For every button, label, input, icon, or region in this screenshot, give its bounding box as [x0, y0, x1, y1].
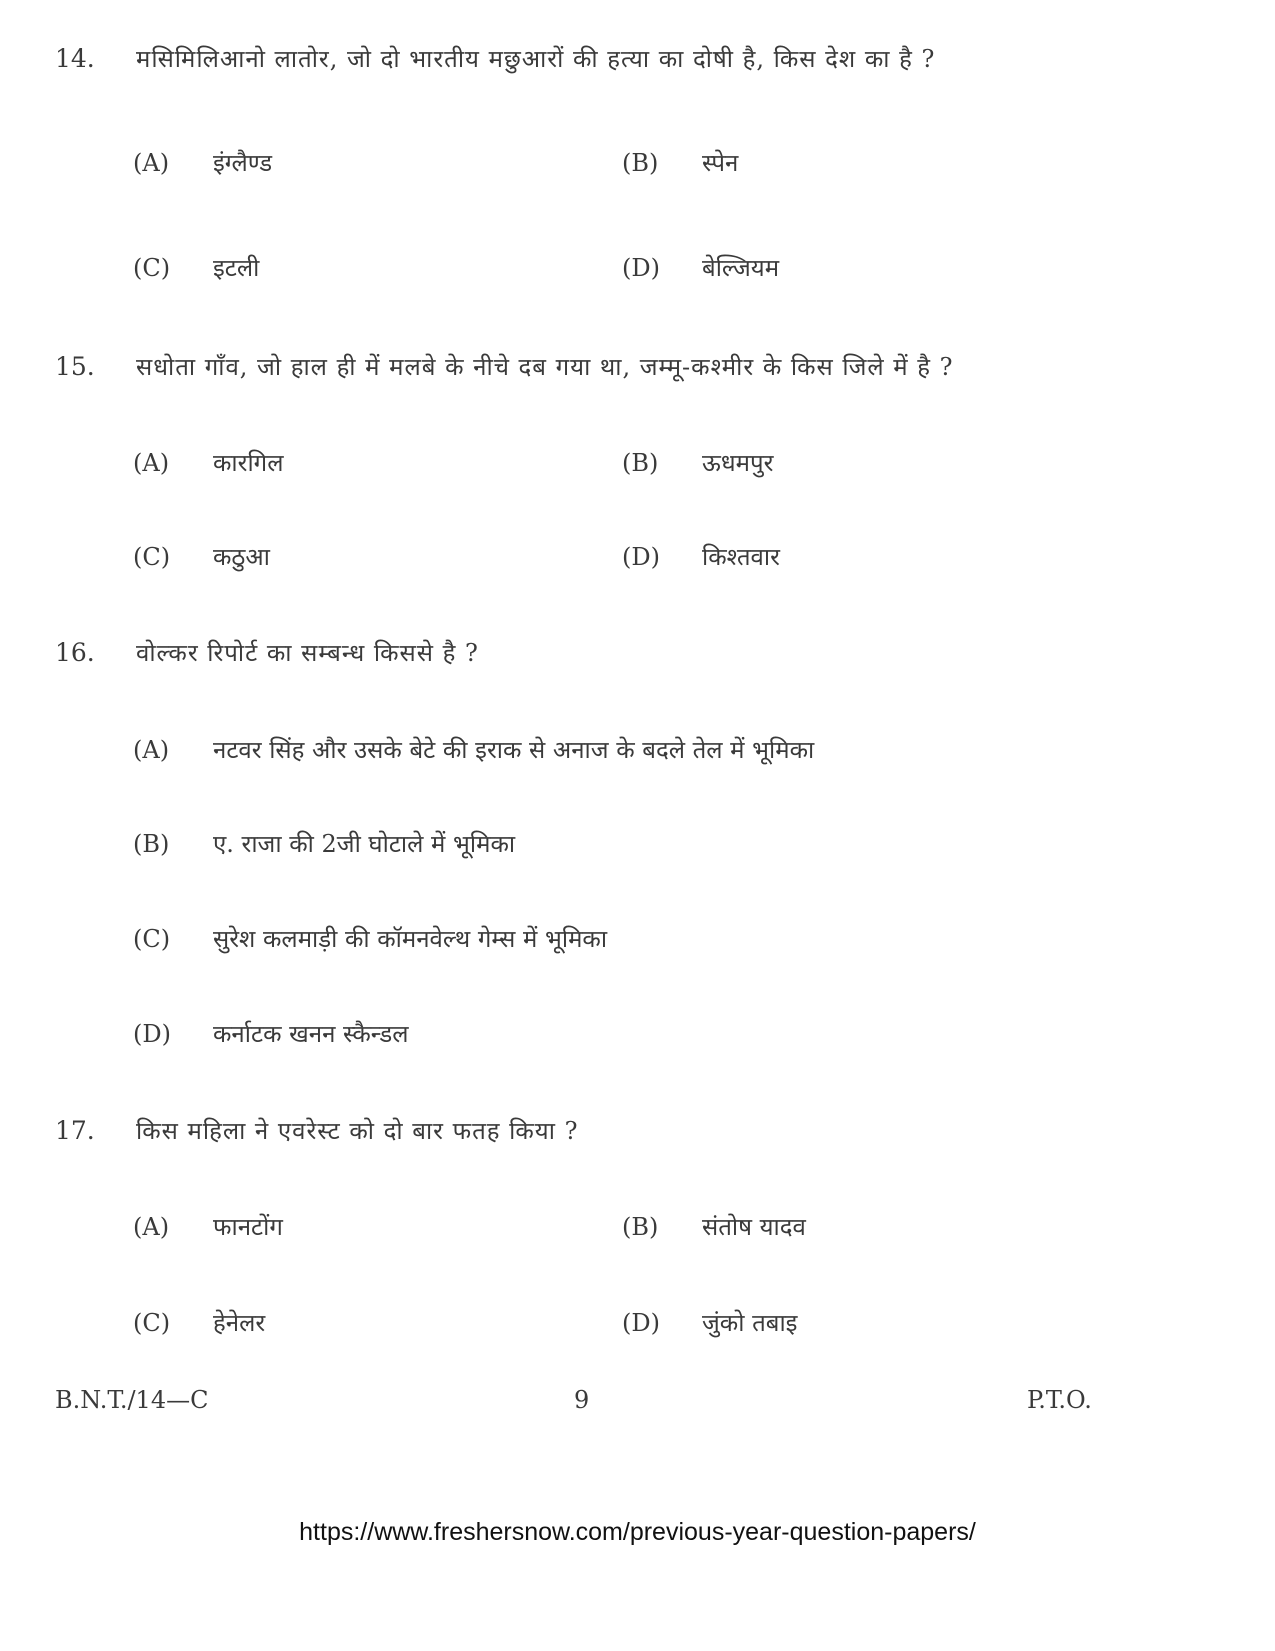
- option-c: (C) इटली: [133, 254, 260, 282]
- paper-code: B.N.T./14—C: [55, 1386, 209, 1414]
- option-b: (B) ऊधमपुर: [622, 449, 774, 477]
- option-b: (B) स्पेन: [622, 149, 739, 177]
- question-number: 14.: [55, 44, 95, 73]
- question-text: वोल्कर रिपोर्ट का सम्बन्ध किससे है ?: [136, 639, 479, 667]
- option-a: (A) कारगिल: [133, 449, 284, 477]
- option-c: (C) सुरेश कलमाड़ी की कॉमनवेल्थ गेम्स में भूमिका: [133, 925, 608, 953]
- option-c: (C) हेनेलर: [133, 1309, 266, 1337]
- question-text: सधोता गाँव, जो हाल ही में मलबे के नीचे दब गया था, जम्मू-कश्मीर के किस जिले में है ?: [136, 353, 954, 381]
- option-b: (B) संतोष यादव: [622, 1213, 806, 1241]
- question-text: किस महिला ने एवरेस्ट को दो बार फतह किया ?: [136, 1117, 579, 1145]
- question-number: 15.: [55, 352, 95, 381]
- question-text: मसिमिलिआनो लातोर, जो दो भारतीय मछुआरों की हत्या का दोषी है, किस देश का है ?: [136, 45, 936, 73]
- page-number: 9: [574, 1386, 590, 1414]
- pto-label: P.T.O.: [1027, 1386, 1092, 1414]
- option-c: (C) कठुआ: [133, 543, 270, 571]
- option-d: (D) कर्नाटक खनन स्कैन्डल: [133, 1020, 409, 1048]
- option-d: (D) किश्तवार: [622, 543, 780, 571]
- option-a: (A) फानटोंग: [133, 1213, 283, 1241]
- option-d: (D) बेल्जियम: [622, 254, 780, 282]
- source-url: https://www.freshersnow.com/previous-year-question-papers/: [299, 1518, 976, 1546]
- question-number: 16.: [55, 638, 95, 667]
- question-number: 17.: [55, 1116, 95, 1145]
- option-a: (A) नटवर सिंह और उसके बेटे की इराक से अनाज के बदले तेल में भूमिका: [133, 736, 815, 764]
- option-a: (A) इंग्लैण्ड: [133, 149, 273, 177]
- option-b: (B) ए. राजा की 2जी घोटाले में भूमिका: [133, 830, 516, 858]
- option-d: (D) जुंको तबाइ: [622, 1309, 798, 1337]
